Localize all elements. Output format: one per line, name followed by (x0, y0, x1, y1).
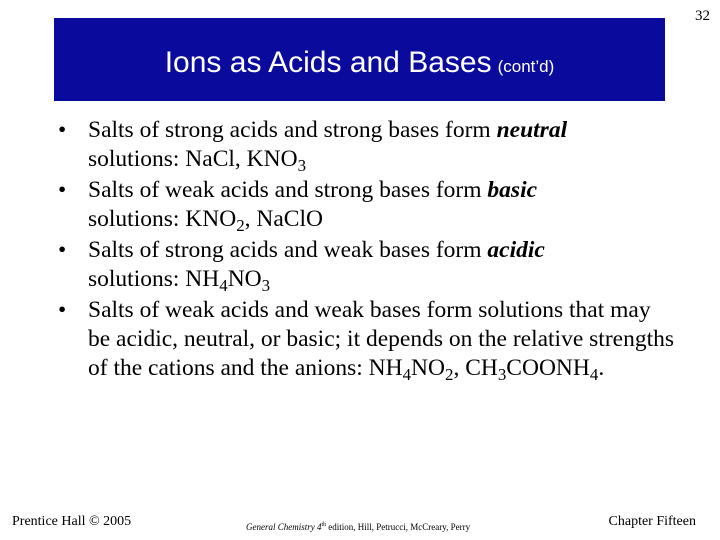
footer-publisher: Prentice Hall © 2005 (12, 514, 132, 529)
footer-chapter: Chapter Fifteen (608, 514, 696, 529)
page-number: 32 (695, 8, 710, 24)
emphasis-neutral: neutral (496, 117, 568, 143)
emphasis-basic: basic (487, 177, 538, 203)
slide-title (54, 46, 665, 80)
footer-textbook: General Chemistry 4th edition, Hill, Petrucci, McCreary, Perry (246, 522, 471, 532)
bullet-item: • Salts of weak acids and strong bases form basic solutions: $KNO_2$, NaClO (58, 177, 538, 236)
slide-title-sub: (cont’d) (497, 57, 555, 76)
bullet-item: • Salts of strong acids and weak bases form acidic solutions: $NH_4NO_3$ (58, 237, 545, 296)
title-banner (54, 18, 665, 101)
bullet-item: • Salts of weak acids and weak bases form solutions that may be acidic, neutral, or basic; it depends on the relative strengths of the cations and the anions: $NH_4NO_2$, $CH_3COONH_4$. (58, 297, 674, 385)
bullet-item: • Salts of strong acids and strong bases form neutral solutions: NaCl, $KNO_3$ (58, 117, 568, 176)
bullet-list (54, 116, 674, 385)
bullet-dot: • (58, 297, 67, 323)
emphasis-acidic: acidic (487, 237, 545, 263)
bullet-dot: • (58, 177, 67, 203)
bullet-dot: • (58, 237, 67, 263)
bullet-dot: • (58, 117, 67, 143)
slide-title-main: Ions as Acids and Bases (164, 46, 492, 79)
